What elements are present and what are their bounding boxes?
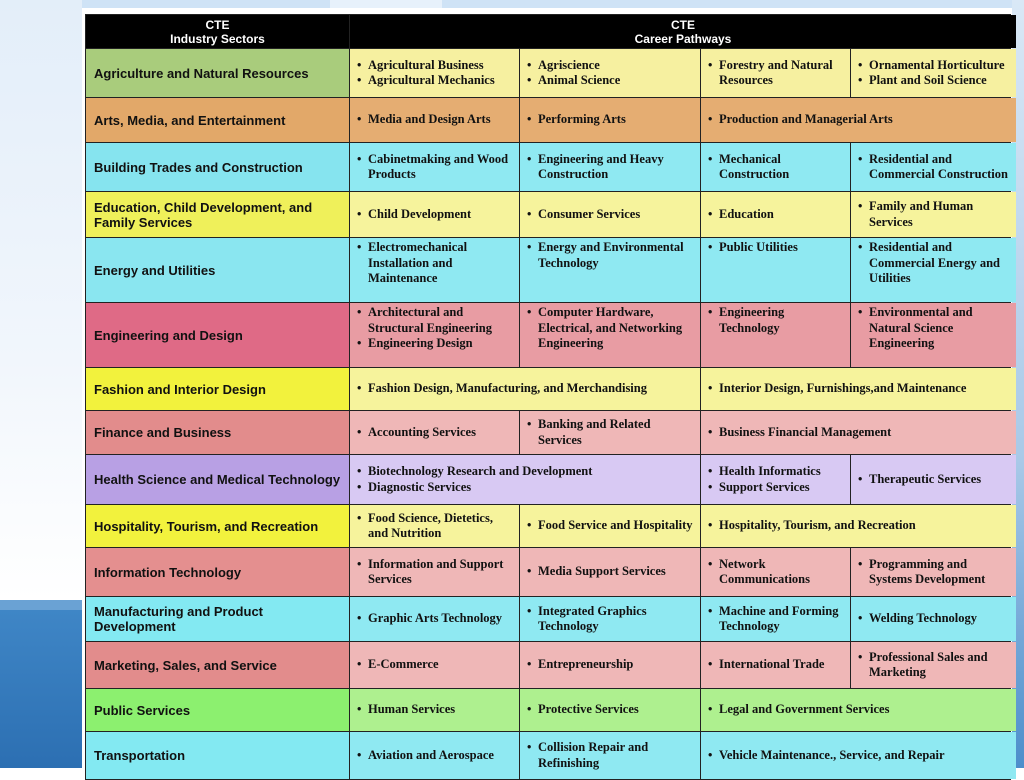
pathway-text: Aviation and Aerospace — [368, 747, 494, 762]
pathway-text: Food Service and Hospitality — [538, 518, 693, 533]
pathway-text: Machine and Forming Technology — [719, 603, 839, 633]
pathway-item — [357, 58, 515, 74]
pathway-text: Entrepreneurship — [538, 657, 634, 672]
pathway-cell — [350, 548, 519, 596]
bullet-icon: • — [708, 57, 713, 72]
pathway-item — [858, 199, 1012, 230]
pathway-cell — [520, 49, 700, 97]
pathway-item — [357, 381, 696, 397]
pathway-text: Engineering and Heavy Construction — [538, 151, 664, 181]
bullet-icon: • — [858, 649, 863, 664]
pathway-item — [527, 564, 696, 580]
pathway-text: Mechanical Construction — [719, 151, 790, 181]
pathway-item — [858, 73, 1012, 89]
bullet-icon: • — [708, 240, 713, 254]
pathway-item — [527, 702, 696, 718]
bullet-icon: • — [527, 657, 532, 672]
pathway-cell — [520, 238, 700, 302]
pathway-item — [527, 240, 696, 271]
bullet-icon: • — [357, 611, 362, 626]
pathway-text: Engineering Design — [368, 336, 473, 350]
pathway-text: Residential and Commercial Energy and Utilities — [869, 240, 1001, 285]
pathway-cell — [350, 689, 519, 731]
pathway-cell — [851, 238, 1016, 302]
bullet-icon: • — [527, 518, 532, 533]
pathway-item — [708, 305, 846, 336]
pathway-text: Integrated Graphics Technology — [538, 603, 647, 633]
pathway-cell — [520, 411, 700, 454]
pathway-item — [527, 305, 696, 352]
sector-label: Energy and Utilities — [86, 238, 349, 302]
pathway-item — [527, 657, 696, 673]
pathway-cell — [701, 49, 850, 97]
pathway-cell — [701, 303, 850, 367]
pathway-item — [527, 417, 696, 448]
pathway-cell — [701, 455, 850, 504]
pathway-item — [708, 702, 1012, 718]
pathway-text: Environmental and Natural Science Engineering — [869, 305, 973, 350]
sector-label: Manufacturing and Product Development — [86, 597, 349, 641]
pathway-cell — [350, 368, 700, 410]
pathway-item — [357, 557, 515, 588]
bullet-icon: • — [357, 57, 362, 72]
bullet-icon: • — [357, 73, 362, 87]
bullet-icon: • — [527, 305, 532, 319]
pathway-cell — [701, 548, 850, 596]
header-pathways-line2: Career Pathways — [634, 31, 732, 46]
bullet-icon: • — [708, 518, 713, 533]
pathway-text: Interior Design, Furnishings,and Maintenance — [719, 381, 967, 396]
pathway-cell — [851, 49, 1016, 97]
bullet-icon: • — [357, 464, 362, 478]
pathway-text: Welding Technology — [869, 611, 978, 626]
pathway-item — [858, 240, 1012, 287]
pathway-cell — [701, 192, 850, 237]
pathway-cell — [350, 49, 519, 97]
background-left-stripe — [0, 600, 82, 610]
pathway-text: Hospitality, Tourism, and Recreation — [719, 518, 916, 533]
pathway-item — [858, 557, 1012, 588]
pathway-text: Education — [719, 206, 774, 221]
pathway-text: Support Services — [719, 479, 810, 494]
pathway-item — [527, 604, 696, 635]
pathway-cell — [520, 597, 700, 641]
header-industry-sectors — [86, 15, 349, 48]
background-top-band — [0, 0, 1024, 8]
bullet-icon: • — [527, 603, 532, 618]
bullet-icon: • — [708, 151, 713, 166]
pathway-text: Consumer Services — [538, 206, 641, 221]
pathway-text: Banking and Related Services — [538, 417, 651, 447]
pathway-cell — [701, 368, 1016, 410]
bullet-icon: • — [708, 206, 713, 221]
pathway-text: Human Services — [368, 702, 456, 717]
background-top-highlight — [330, 0, 442, 8]
pathway-text: Food Science, Dietetics, and Nutrition — [368, 510, 493, 540]
pathway-cell — [350, 238, 519, 302]
pathway-text: E-Commerce — [368, 657, 439, 672]
bullet-icon: • — [357, 556, 362, 571]
pathway-text: Network Communications — [719, 556, 810, 586]
bullet-icon: • — [527, 417, 532, 431]
pathway-cell — [851, 548, 1016, 596]
bullet-icon: • — [357, 112, 362, 127]
background-left-panel — [0, 0, 82, 600]
pathway-text: International Trade — [719, 657, 825, 672]
bullet-icon: • — [527, 206, 532, 221]
pathway-cell — [701, 98, 1016, 142]
pathway-text: Agricultural Mechanics — [368, 73, 495, 87]
pathway-text: Health Informatics — [719, 464, 821, 478]
pathway-cell — [520, 303, 700, 367]
pathway-text: Therapeutic Services — [869, 471, 982, 486]
pathway-cell — [520, 505, 700, 547]
bullet-icon: • — [708, 381, 713, 396]
pathway-item — [858, 650, 1012, 681]
bullet-icon: • — [858, 199, 863, 213]
pathway-text: Engineering Technology — [719, 305, 785, 335]
pathway-cell — [520, 548, 700, 596]
bullet-icon: • — [708, 112, 713, 127]
pathway-item — [708, 207, 846, 223]
sector-label: Health Science and Medical Technology — [86, 455, 349, 504]
pathway-text: Information and Support Services — [368, 556, 504, 586]
pathway-item — [357, 112, 515, 128]
cte-table — [85, 14, 1011, 780]
pathway-cell — [520, 98, 700, 142]
header-sectors-line1: CTE — [205, 17, 230, 32]
pathway-text: Graphic Arts Technology — [368, 611, 503, 626]
pathway-cell — [350, 98, 519, 142]
pathway-item — [357, 748, 515, 764]
bullet-icon: • — [858, 57, 863, 72]
sector-label: Education, Child Development, and Family Services — [86, 192, 349, 237]
pathway-item — [527, 112, 696, 128]
header-career-pathways — [350, 15, 1016, 48]
pathway-cell — [701, 505, 1016, 547]
bullet-icon: • — [708, 556, 713, 571]
pathway-item — [357, 240, 515, 287]
bullet-icon: • — [708, 747, 713, 762]
pathway-cell — [520, 143, 700, 191]
pathway-item — [858, 152, 1012, 183]
pathway-text: Production and Managerial Arts — [719, 112, 893, 127]
bullet-icon: • — [527, 112, 532, 127]
header-pathways-line1: CTE — [671, 17, 695, 32]
bullet-icon: • — [357, 305, 362, 319]
pathway-item — [527, 58, 696, 74]
sector-label: Public Services — [86, 689, 349, 731]
sector-label: Transportation — [86, 732, 349, 779]
pathway-item — [708, 748, 1012, 764]
bullet-icon: • — [858, 305, 863, 319]
pathway-item — [357, 611, 515, 627]
bullet-icon: • — [357, 747, 362, 762]
pathway-item — [527, 152, 696, 183]
bullet-icon: • — [527, 73, 532, 87]
pathway-cell — [520, 689, 700, 731]
pathway-cell — [350, 143, 519, 191]
bullet-icon: • — [357, 424, 362, 439]
pathway-item — [708, 58, 846, 89]
sector-label: Arts, Media, and Entertainment — [86, 98, 349, 142]
bullet-icon: • — [858, 73, 863, 87]
bullet-icon: • — [357, 381, 362, 396]
bullet-icon: • — [708, 305, 713, 319]
pathway-item — [357, 336, 515, 352]
bullet-icon: • — [527, 151, 532, 166]
pathway-item — [357, 657, 515, 673]
pathway-text: Professional Sales and Marketing — [869, 649, 988, 679]
pathway-item — [708, 464, 846, 480]
pathway-cell — [350, 192, 519, 237]
bullet-icon: • — [357, 336, 362, 350]
pathway-item — [527, 207, 696, 223]
pathway-text: Agriscience — [538, 57, 600, 72]
pathway-text: Computer Hardware, Electrical, and Networking Engineering — [538, 305, 683, 350]
pathway-cell — [350, 303, 519, 367]
bullet-icon: • — [708, 702, 713, 717]
pathway-cell — [701, 143, 850, 191]
pathway-text: Biotechnology Research and Development — [368, 464, 593, 478]
pathway-text: Plant and Soil Science — [869, 73, 987, 87]
pathway-item — [357, 152, 515, 183]
background-left-block — [0, 610, 82, 768]
bullet-icon: • — [357, 206, 362, 221]
pathway-cell — [520, 642, 700, 688]
pathway-text: Programming and Systems Development — [869, 556, 986, 586]
bullet-icon: • — [527, 740, 532, 754]
pathway-text: Forestry and Natural Resources — [719, 57, 833, 87]
pathway-cell — [520, 192, 700, 237]
pathway-text: Legal and Government Services — [719, 702, 890, 717]
pathway-item — [527, 518, 696, 534]
pathway-cell — [851, 192, 1016, 237]
bullet-icon: • — [357, 657, 362, 672]
pathway-cell — [350, 411, 519, 454]
pathway-item — [357, 464, 696, 480]
pathway-item — [708, 240, 846, 256]
pathway-text: Accounting Services — [368, 424, 476, 439]
pathway-cell — [350, 505, 519, 547]
pathway-text: Protective Services — [538, 702, 639, 717]
pathway-text: Media and Design Arts — [368, 112, 491, 127]
pathway-item — [357, 702, 515, 718]
bullet-icon: • — [858, 611, 863, 626]
pathway-cell — [350, 597, 519, 641]
pathway-item — [708, 518, 1012, 534]
pathway-item — [357, 73, 515, 89]
pathway-item — [858, 611, 1012, 627]
pathway-item — [858, 58, 1012, 74]
bullet-icon: • — [527, 57, 532, 72]
bullet-icon: • — [858, 471, 863, 486]
pathway-text: Diagnostic Services — [368, 479, 472, 494]
sector-label: Marketing, Sales, and Service — [86, 642, 349, 688]
pathway-cell — [701, 689, 1016, 731]
sector-label: Engineering and Design — [86, 303, 349, 367]
pathway-item — [708, 480, 846, 496]
pathway-text: Energy and Environmental Technology — [538, 240, 684, 270]
bullet-icon: • — [357, 240, 362, 254]
pathway-text: Animal Science — [538, 73, 621, 87]
header-sectors-line2: Industry Sectors — [170, 31, 265, 46]
pathway-text: Business Financial Management — [719, 424, 892, 439]
pathway-item — [708, 557, 846, 588]
pathway-item — [858, 305, 1012, 352]
pathway-cell — [851, 303, 1016, 367]
pathway-cell — [350, 732, 519, 779]
pathway-text: Fashion Design, Manufacturing, and Merchandising — [368, 381, 647, 396]
pathway-text: Performing Arts — [538, 112, 626, 127]
bullet-icon: • — [708, 479, 713, 494]
pathway-cell — [701, 238, 850, 302]
bullet-icon: • — [708, 603, 713, 618]
pathway-item — [527, 73, 696, 89]
pathway-cell — [701, 411, 1016, 454]
sector-label: Fashion and Interior Design — [86, 368, 349, 410]
bullet-icon: • — [357, 151, 362, 166]
pathway-text: Agricultural Business — [368, 57, 484, 72]
pathway-item — [708, 425, 1012, 441]
bullet-icon: • — [527, 240, 532, 254]
sector-label: Building Trades and Construction — [86, 143, 349, 191]
bullet-icon: • — [357, 510, 362, 525]
pathway-item — [708, 152, 846, 183]
pathway-item — [708, 604, 846, 635]
bullet-icon: • — [858, 151, 863, 166]
pathway-text: Residential and Commercial Construction — [869, 151, 1008, 181]
pathway-item — [708, 381, 1012, 397]
pathway-cell — [851, 642, 1016, 688]
bullet-icon: • — [527, 564, 532, 579]
pathway-item — [858, 472, 1012, 488]
pathway-cell — [520, 732, 700, 779]
bullet-icon: • — [527, 702, 532, 717]
pathway-text: Child Development — [368, 206, 472, 221]
pathway-cell — [701, 642, 850, 688]
bullet-icon: • — [708, 464, 713, 478]
pathway-text: Public Utilities — [719, 240, 798, 254]
bullet-icon: • — [708, 657, 713, 672]
pathway-item — [357, 480, 696, 496]
pathway-item — [357, 305, 515, 336]
pathway-item — [357, 207, 515, 223]
pathway-text: Vehicle Maintenance., Service, and Repair — [719, 747, 945, 762]
pathway-text: Architectural and Structural Engineering — [368, 305, 492, 335]
pathway-text: Media Support Services — [538, 564, 666, 579]
pathway-item — [357, 425, 515, 441]
pathway-cell — [701, 597, 850, 641]
bullet-icon: • — [858, 240, 863, 254]
pathway-text: Ornamental Horticulture — [869, 57, 1005, 72]
pathway-text: Electromechanical Installation and Maintenance — [368, 240, 468, 285]
pathway-cell — [350, 455, 700, 504]
pathway-text: Family and Human Services — [869, 199, 974, 229]
pathway-text: Collision Repair and Refinishing — [538, 740, 649, 770]
sector-label: Agriculture and Natural Resources — [86, 49, 349, 97]
pathway-cell — [851, 143, 1016, 191]
bullet-icon: • — [357, 702, 362, 717]
bullet-icon: • — [357, 479, 362, 494]
pathway-text: Cabinetmaking and Wood Products — [368, 151, 509, 181]
pathway-item — [708, 657, 846, 673]
pathway-item — [708, 112, 1012, 128]
bullet-icon: • — [858, 556, 863, 571]
sector-label: Finance and Business — [86, 411, 349, 454]
pathway-cell — [851, 597, 1016, 641]
sector-label: Hospitality, Tourism, and Recreation — [86, 505, 349, 547]
pathway-item — [357, 511, 515, 542]
pathway-item — [527, 740, 696, 771]
bullet-icon: • — [708, 424, 713, 439]
pathway-cell — [350, 642, 519, 688]
sector-label: Information Technology — [86, 548, 349, 596]
pathway-cell — [701, 732, 1016, 779]
pathway-cell — [851, 455, 1016, 504]
